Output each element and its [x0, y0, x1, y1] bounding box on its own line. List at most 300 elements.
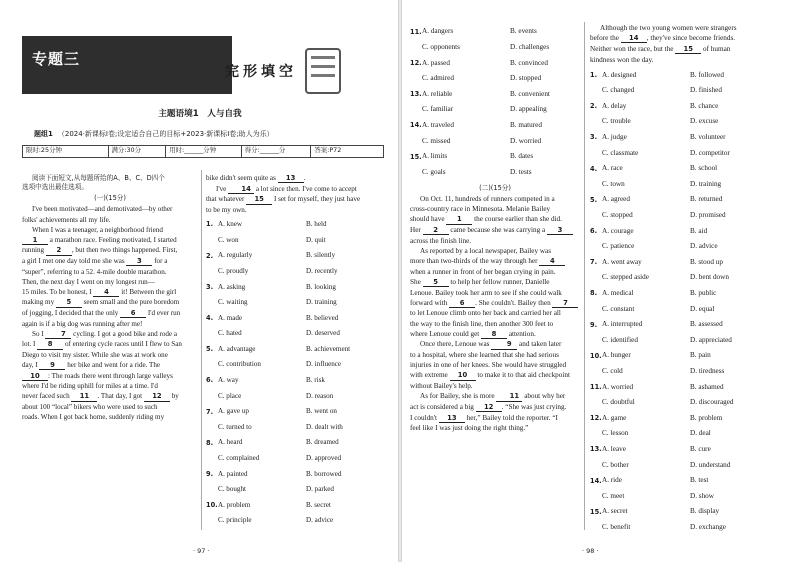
option-row [410, 24, 580, 40]
option-row [590, 364, 774, 380]
text-run: with extreme [410, 371, 450, 380]
text-run: . That day, I got [97, 392, 144, 401]
option-row [410, 149, 580, 165]
option-b-d: D. show [690, 491, 714, 500]
text-run: Although the two young women were strangers [600, 24, 737, 32]
option-row [410, 133, 580, 149]
question-number: 13. [410, 90, 422, 99]
passage-paragraph [206, 174, 386, 215]
question-number: 9. [206, 469, 214, 478]
question-number: 3. [206, 282, 214, 291]
text-line [410, 268, 580, 277]
text-line [22, 413, 198, 422]
text-run: her bike and went for a ride. The [65, 361, 161, 370]
option-b-d: B. matured [510, 120, 542, 129]
option-b-d: D. discouraged [690, 398, 734, 407]
text-run: 15 miles. To be honest, I [22, 287, 94, 296]
question-number: 6. [206, 376, 214, 385]
option-a-c: A. judge [602, 133, 627, 142]
topic-title: 完形填空 [225, 64, 297, 80]
text-run: Then, the next day I went on my longest run— [22, 277, 155, 286]
option-b-d: D. finished [690, 86, 722, 95]
text-run: , but then two things happened. First, [71, 246, 178, 255]
option-b-d: B. test [690, 476, 709, 485]
option-row [590, 426, 774, 442]
section-heading: (二)(15分) [479, 183, 511, 192]
blank-number: 14 [228, 185, 254, 194]
text-line [410, 195, 580, 204]
passage-two-right-column [590, 24, 774, 535]
option-a-c: C. stopped [602, 211, 633, 220]
blank-number: 9 [491, 340, 517, 349]
passage-paragraph [22, 205, 198, 224]
text-line [410, 309, 580, 318]
option-row [410, 40, 580, 56]
text-run: lot. I [22, 340, 38, 349]
text-line [22, 216, 198, 225]
option-row [590, 145, 774, 161]
option-a-c: A. limits [422, 152, 448, 161]
text-run: never faced such [22, 392, 72, 401]
option-a-c: C. proudly [218, 266, 249, 275]
question-number: 4. [590, 164, 598, 173]
text-run: cross-country race in Minnesota. Melanie Bailey [410, 205, 551, 214]
text-run: to help her fellow runner, Danielle [448, 277, 550, 286]
option-row [590, 395, 774, 411]
option-a-c: C. stepped aside [602, 273, 649, 282]
option-row [206, 513, 386, 529]
option-row [590, 67, 774, 83]
text-run: attention. [507, 329, 536, 338]
option-a-c: C. trouble [602, 117, 631, 126]
option-a-c: C. place [218, 391, 242, 400]
option-row [590, 379, 774, 395]
option-b-d: D. excuse [690, 117, 719, 126]
blank-number: 10 [450, 371, 476, 380]
instruction-line: 选项中选出最佳选项。 [22, 183, 88, 192]
option-b-d: D. equal [690, 304, 715, 313]
question-group-source: （2024·新课标Ⅰ卷;设定适合自己的目标+2023·新课标Ⅰ卷;助人为乐） [57, 130, 274, 138]
passage-paragraph [410, 247, 580, 339]
blank-number: 12 [144, 392, 170, 401]
option-b-d: D. advice [306, 516, 334, 525]
question-number: 10. [590, 351, 602, 360]
text-line [410, 424, 580, 433]
option-row [206, 279, 386, 295]
text-run: by [169, 392, 179, 401]
option-a-c: C. waiting [218, 298, 248, 307]
text-run: . She couldn't. Bailey then [475, 298, 553, 307]
blank-number: 8 [481, 330, 507, 339]
text-run: “super”, referring to a 52. 4-mile double marathon. [22, 267, 167, 276]
text-run: making my [22, 298, 56, 307]
question-number: 12. [590, 414, 602, 423]
option-b-d: B. public [690, 289, 717, 298]
text-run: As reported by a local newspaper, Bailey was [420, 246, 552, 255]
text-line [590, 56, 774, 65]
text-run: where Lenoue could get [410, 329, 482, 338]
option-row [206, 357, 386, 373]
option-a-c: C. patience [602, 242, 635, 251]
option-row [590, 473, 774, 489]
info-cell: 得分:______分 [242, 146, 312, 157]
question-group-header [34, 130, 274, 139]
option-b-d: D. training [306, 298, 337, 307]
option-a-c: A. designed [602, 70, 637, 79]
option-b-d: D. recently [306, 266, 338, 275]
text-run: I set for myself, they just have [272, 195, 361, 204]
text-line [22, 298, 198, 307]
option-row [590, 239, 774, 255]
option-a-c: C. hated [218, 329, 242, 338]
options-column [410, 24, 580, 434]
text-run: for a [152, 256, 168, 265]
text-run: about 100 “local” bikers who were used to such [22, 403, 158, 412]
option-b-d: B. cure [690, 444, 711, 453]
text-run: across the finish line. [410, 236, 472, 245]
option-a-c: A. heard [218, 438, 243, 447]
text-run: that whatever [206, 195, 247, 204]
option-a-c: C. won [218, 235, 239, 244]
option-b-d: B. events [510, 27, 537, 36]
text-line [410, 257, 580, 266]
option-a-c: A. race [602, 164, 623, 173]
option-a-c: A. worried [602, 382, 634, 391]
option-row [206, 404, 386, 420]
text-line [590, 45, 774, 54]
option-b-d: D. training [690, 179, 722, 188]
text-run: As for Bailey, she is more [420, 392, 497, 401]
text-line [410, 289, 580, 298]
option-a-c: C. bought [218, 485, 246, 494]
question-number: 13. [590, 445, 602, 454]
option-row [206, 295, 386, 311]
option-row [590, 192, 774, 208]
blank-number: 2 [423, 226, 449, 235]
option-b-d: B. believed [306, 313, 339, 322]
question-number: 2. [206, 251, 214, 260]
option-a-c: A. passed [422, 58, 450, 67]
text-line [22, 246, 198, 255]
option-b-d: D. quit [306, 235, 326, 244]
question-number: 1. [206, 220, 214, 229]
option-b-d: B. display [690, 507, 720, 516]
options-list [206, 217, 386, 529]
text-line [206, 195, 386, 204]
question-number: 3. [590, 133, 598, 142]
info-cell: 满分:30分 [109, 146, 167, 157]
option-row [410, 71, 580, 87]
passage-paragraph [410, 195, 580, 245]
text-line [22, 320, 198, 329]
option-b-d: B. borrowed [306, 469, 342, 478]
text-run: feel like I was just doing the right thing.” [410, 424, 529, 433]
blank-number: 7 [45, 330, 71, 339]
blank-number: 15 [675, 45, 701, 54]
text-run: a marathon race. Feeling motivated, I started [48, 235, 177, 244]
option-b-d: D. competitor [690, 148, 730, 157]
option-a-c: A. problem [218, 500, 251, 509]
option-b-d: D. tiredness [690, 366, 725, 375]
option-a-c: A. knew [218, 220, 243, 229]
text-run: again is if a big dog was running after me! [22, 319, 143, 328]
blank-number: 3 [547, 226, 573, 235]
option-row [590, 98, 774, 114]
blank-number: 13 [278, 174, 304, 183]
option-a-c: A. ride [602, 476, 622, 485]
text-run: injuries in one of her knees. She would have struggled [410, 361, 567, 370]
option-row [590, 114, 774, 130]
option-a-c: C. doubtful [602, 398, 635, 407]
option-row [206, 451, 386, 467]
text-line [22, 236, 198, 245]
question-number: 15. [410, 152, 422, 161]
info-bar [22, 145, 384, 158]
options-list [410, 24, 580, 180]
option-row [590, 348, 774, 364]
text-line [410, 371, 580, 380]
question-number: 8. [206, 438, 214, 447]
option-b-d: B. looking [306, 282, 336, 291]
option-row [410, 102, 580, 118]
option-b-d: D. exchange [690, 522, 726, 531]
text-run: I'd ever run [146, 309, 181, 317]
option-b-d: D. appreciated [690, 335, 732, 344]
text-run: where I'd be riding uphill for miles at a time. I'd [22, 382, 158, 391]
option-a-c: C. goals [422, 167, 446, 176]
option-row [590, 442, 774, 458]
option-b-d: B. achievement [306, 344, 351, 353]
passage-paragraph [22, 226, 198, 329]
text-line [410, 299, 580, 308]
text-line [410, 403, 580, 412]
option-a-c: A. made [218, 313, 243, 322]
text-run: to a hospital, where she learned that she had serious [410, 351, 559, 360]
passage-paragraph [22, 330, 198, 422]
option-a-c: C. turned to [218, 422, 252, 431]
question-number: 14. [590, 476, 602, 485]
text-run: bike didn't seem quite as [206, 174, 278, 182]
text-line [410, 215, 580, 224]
option-b-d: B. secret [306, 500, 331, 509]
option-row [590, 504, 774, 520]
text-run: kindness won the day. [590, 55, 654, 64]
text-run: Neither won the race, but the [590, 44, 676, 53]
text-line [410, 361, 580, 370]
text-run: . “She was just crying. [501, 402, 567, 411]
text-run: folks' achievements all my life. [22, 215, 111, 224]
text-line [410, 320, 580, 329]
text-line [22, 226, 198, 235]
option-row [206, 326, 386, 342]
text-line [22, 330, 198, 339]
option-a-c: A. delay [602, 101, 627, 110]
question-number: 11. [410, 27, 422, 36]
option-row [206, 435, 386, 451]
page-number: · 98 · [582, 547, 599, 556]
text-run: should have [410, 215, 447, 224]
text-run: When I was a teenager, a neighborhood friend [32, 225, 163, 234]
option-row [590, 301, 774, 317]
option-row [590, 83, 774, 99]
option-row [206, 373, 386, 389]
question-number: 7. [590, 258, 598, 267]
info-cell: 答案:P72 [314, 146, 342, 154]
question-number: 14. [410, 121, 422, 130]
option-row [206, 232, 386, 248]
option-a-c: A. medical [602, 289, 634, 298]
option-row [410, 55, 580, 71]
text-line [22, 351, 198, 360]
text-run: Her [410, 225, 423, 234]
text-run: before the [590, 34, 621, 43]
text-run: came because she was carrying a [448, 225, 547, 234]
option-a-c: A. painted [218, 469, 248, 478]
text-run: to make it to that aid checkpoint [475, 371, 570, 380]
option-b-d: B. ashamed [690, 382, 724, 391]
option-row [206, 466, 386, 482]
option-b-d: B. went on [306, 407, 337, 416]
text-line [22, 288, 198, 297]
blank-number: 8 [37, 340, 63, 349]
option-row [590, 488, 774, 504]
blank-number: 1 [22, 236, 48, 245]
option-b-d: D. worried [510, 136, 542, 145]
text-run: of entering cycle races until I flew to San [63, 340, 182, 349]
text-line [410, 226, 580, 235]
text-line [22, 257, 198, 266]
text-line [22, 392, 198, 401]
option-b-d: D. approved [306, 454, 342, 463]
instruction-line: 阅读下面短文,从每题所给的A、B、C、D四个 [32, 174, 165, 182]
question-number: 6. [590, 227, 598, 236]
option-b-d: D. parked [306, 485, 334, 494]
option-a-c: A. traveled [422, 120, 454, 129]
option-a-c: C. complained [218, 454, 260, 463]
option-row [590, 161, 774, 177]
passage-one-right-column [206, 174, 386, 529]
blank-number: 3 [126, 257, 152, 266]
text-line [22, 361, 198, 370]
text-run: forward with [410, 298, 450, 307]
option-b-d: B. risk [306, 376, 325, 385]
text-line [22, 278, 198, 287]
option-row [590, 410, 774, 426]
blank-number: 10 [22, 372, 48, 381]
option-b-d: B. held [306, 220, 327, 229]
text-line [410, 340, 580, 349]
text-line [22, 372, 198, 381]
text-run: : The roads there went through large valleys [48, 371, 173, 380]
topic-number: 专题三 [32, 50, 81, 68]
blank-number: 11 [71, 392, 97, 401]
option-row [590, 317, 774, 333]
question-number: 5. [590, 195, 598, 204]
text-run: her,” Bailey told the reporter. “I [464, 413, 558, 422]
option-b-d: D. dealt with [306, 422, 343, 431]
option-row [206, 310, 386, 326]
text-run: I couldn't [410, 413, 439, 422]
question-number: 15. [590, 507, 602, 516]
option-a-c: A. regularly [218, 251, 253, 260]
option-b-d: B. returned [690, 195, 723, 204]
option-row [410, 164, 580, 180]
text-line [22, 403, 198, 412]
option-row [590, 520, 774, 536]
option-row [590, 254, 774, 270]
text-run: to let Lenoue climb onto her back and carried her all [410, 309, 561, 318]
blank-number: 4 [93, 288, 119, 297]
option-row [590, 270, 774, 286]
option-a-c: C. town [602, 179, 625, 188]
text-run: to be my own. [206, 206, 247, 215]
option-b-d: B. convenient [510, 89, 550, 98]
text-run: the way to the finish line, then another 300 feet to [410, 319, 554, 328]
option-b-d: D. deal [690, 429, 711, 438]
option-a-c: C. constant [602, 304, 635, 313]
option-b-d: B. assessed [690, 320, 723, 329]
text-run: , they've since become friends. [646, 34, 736, 43]
info-cell: 限时:25分钟 [23, 146, 109, 157]
option-row [206, 341, 386, 357]
text-run: a girl I met one day told me she was [22, 256, 127, 265]
column-divider [201, 170, 202, 530]
option-row [410, 86, 580, 102]
text-run: a lot since then. I've come to accept [254, 184, 357, 193]
text-run: the course earlier than she did. [472, 215, 562, 224]
text-run: about why her [522, 392, 566, 401]
option-a-c: A. reliable [422, 89, 453, 98]
section-heading: (一)(15分) [94, 194, 126, 203]
text-line [410, 237, 580, 246]
option-row [206, 482, 386, 498]
text-line [590, 34, 774, 43]
question-group-label: 题组1 [34, 130, 53, 138]
option-a-c: C. contribution [218, 360, 261, 369]
blank-number: 2 [46, 246, 72, 255]
book-icon [305, 48, 341, 94]
option-b-d: D. challenges [510, 43, 550, 51]
text-line [22, 268, 198, 277]
text-run: act is considered a big [410, 402, 476, 411]
option-a-c: C. principle [218, 516, 252, 525]
text-line [410, 414, 580, 423]
option-row [206, 248, 386, 264]
option-row [590, 223, 774, 239]
option-b-d: D. advice [690, 242, 718, 251]
text-run: of jogging, I decided that the only [22, 309, 121, 317]
option-b-d: D. appealing [510, 105, 547, 114]
option-b-d: D. tests [510, 167, 532, 176]
option-row [206, 497, 386, 513]
option-a-c: C. familiar [422, 105, 454, 114]
option-a-c: C. meet [602, 491, 625, 500]
text-line [22, 340, 198, 349]
blank-number: 1 [446, 215, 472, 224]
text-line [22, 382, 198, 391]
passage-paragraph [410, 392, 580, 433]
blank-number: 4 [539, 257, 565, 266]
text-run: cycling. I got a good bike and rode a [71, 329, 177, 338]
info-cell: 用时:______分钟 [166, 146, 242, 157]
option-b-d: D. influence [306, 360, 342, 369]
text-run: I've been motivated—and demotivated—by other [32, 205, 173, 214]
column-divider [584, 22, 585, 530]
text-line [410, 205, 580, 214]
option-a-c: A. gave up [218, 407, 249, 416]
option-b-d: B. dates [510, 152, 534, 161]
option-a-c: A. asking [218, 282, 246, 291]
